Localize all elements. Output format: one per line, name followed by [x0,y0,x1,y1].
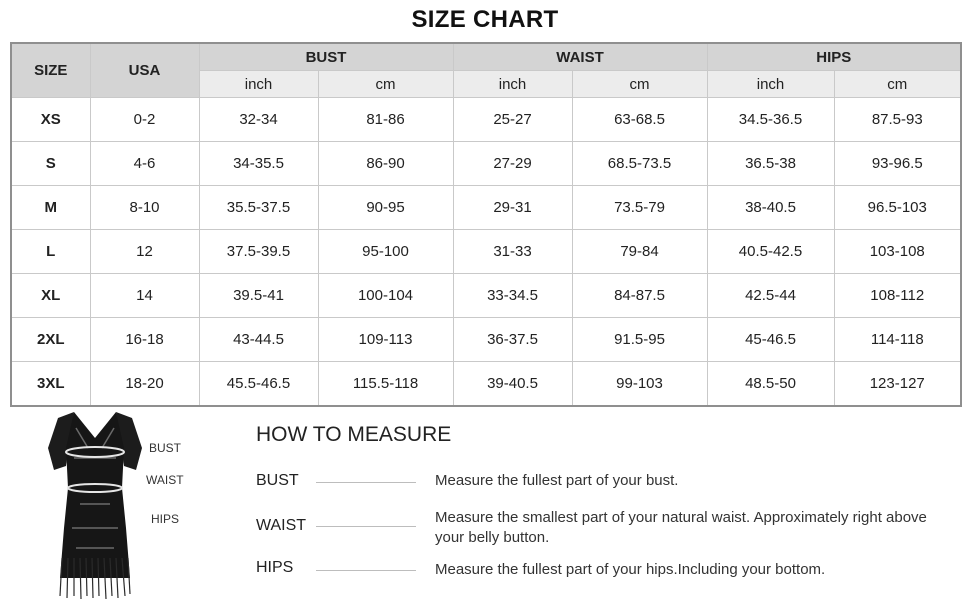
divider-line [316,482,416,483]
size-cell: XL [11,274,90,318]
table-cell: 29-31 [453,186,572,230]
table-cell: 87.5-93 [834,98,961,142]
size-cell: S [11,142,90,186]
hips-header: HIPS [707,43,961,71]
table-cell: 48.5-50 [707,362,834,407]
measure-desc: Measure the fullest part of your hips.Including your bottom. [435,561,826,578]
table-cell: 81-86 [318,98,453,142]
table-cell: 43-44.5 [199,318,318,362]
table-cell: 100-104 [318,274,453,318]
table-cell: 35.5-37.5 [199,186,318,230]
table-row [11,142,961,186]
table-cell: 33-34.5 [453,274,572,318]
table-cell: 0-2 [90,98,199,142]
table-cell: 12 [90,230,199,274]
table-cell: 14 [90,274,199,318]
table-cell: 86-90 [318,142,453,186]
table-cell: 40.5-42.5 [707,230,834,274]
table-cell: 63-68.5 [572,98,707,142]
divider-line [316,570,416,571]
unit-header: cm [834,71,961,98]
table-cell: 123-127 [834,362,961,407]
size-cell: 3XL [11,362,90,407]
table-row [11,318,961,362]
table-cell: 37.5-39.5 [199,230,318,274]
measure-desc: Measure the smallest part of your natural waist. Approximately right above your belly button. [435,509,927,546]
table-cell: 27-29 [453,142,572,186]
waist-header: WAIST [453,43,707,71]
table-cell: 4-6 [90,142,199,186]
table-cell: 36-37.5 [453,318,572,362]
table-cell: 42.5-44 [707,274,834,318]
table-cell: 34.5-36.5 [707,98,834,142]
table-cell: 45-46.5 [707,318,834,362]
table-cell: 99-103 [572,362,707,407]
table-cell: 91.5-95 [572,318,707,362]
table-cell: 103-108 [834,230,961,274]
table-cell: 93-96.5 [834,142,961,186]
table-cell: 108-112 [834,274,961,318]
table-cell: 109-113 [318,318,453,362]
unit-header: cm [572,71,707,98]
divider-line [316,526,416,527]
table-row [11,98,961,142]
table-row [11,230,961,274]
table-cell: 95-100 [318,230,453,274]
measure-name: HIPS [256,559,294,576]
page-title: SIZE CHART [411,6,559,33]
usa-header: USA [90,43,199,98]
size-cell: XS [11,98,90,142]
table-cell: 45.5-46.5 [199,362,318,407]
table-row [11,362,961,407]
table-cell: 90-95 [318,186,453,230]
size-cell: L [11,230,90,274]
unit-header: inch [199,71,318,98]
unit-header: cm [318,71,453,98]
how-to-measure-title: HOW TO MEASURE [256,423,452,446]
measure-name: BUST [256,472,299,489]
table-cell: 16-18 [90,318,199,362]
table-cell: 114-118 [834,318,961,362]
table-cell: 39.5-41 [199,274,318,318]
table-cell: 36.5-38 [707,142,834,186]
table-cell: 79-84 [572,230,707,274]
measure-desc: Measure the fullest part of your bust. [435,472,679,489]
figure-label-hips: HIPS [151,512,180,526]
measure-name: WAIST [256,517,307,534]
table-cell: 31-33 [453,230,572,274]
unit-header: inch [453,71,572,98]
table-cell: 73.5-79 [572,186,707,230]
unit-header: inch [707,71,834,98]
size-cell: 2XL [11,318,90,362]
dress-illustration [40,408,150,600]
table-cell: 38-40.5 [707,186,834,230]
bust-header: BUST [199,43,453,71]
figure-label-waist: WAIST [146,473,184,487]
table-cell: 115.5-118 [318,362,453,407]
table-cell: 32-34 [199,98,318,142]
size-header: SIZE [11,43,90,98]
table-cell: 8-10 [90,186,199,230]
figure-label-bust: BUST [149,441,182,455]
table-cell: 34-35.5 [199,142,318,186]
table-cell: 68.5-73.5 [572,142,707,186]
table-cell: 84-87.5 [572,274,707,318]
table-cell: 39-40.5 [453,362,572,407]
table-cell: 96.5-103 [834,186,961,230]
table-row [11,274,961,318]
table-cell: 18-20 [90,362,199,407]
size-cell: M [11,186,90,230]
table-cell: 25-27 [453,98,572,142]
size-chart-table [10,42,962,407]
table-row [11,186,961,230]
